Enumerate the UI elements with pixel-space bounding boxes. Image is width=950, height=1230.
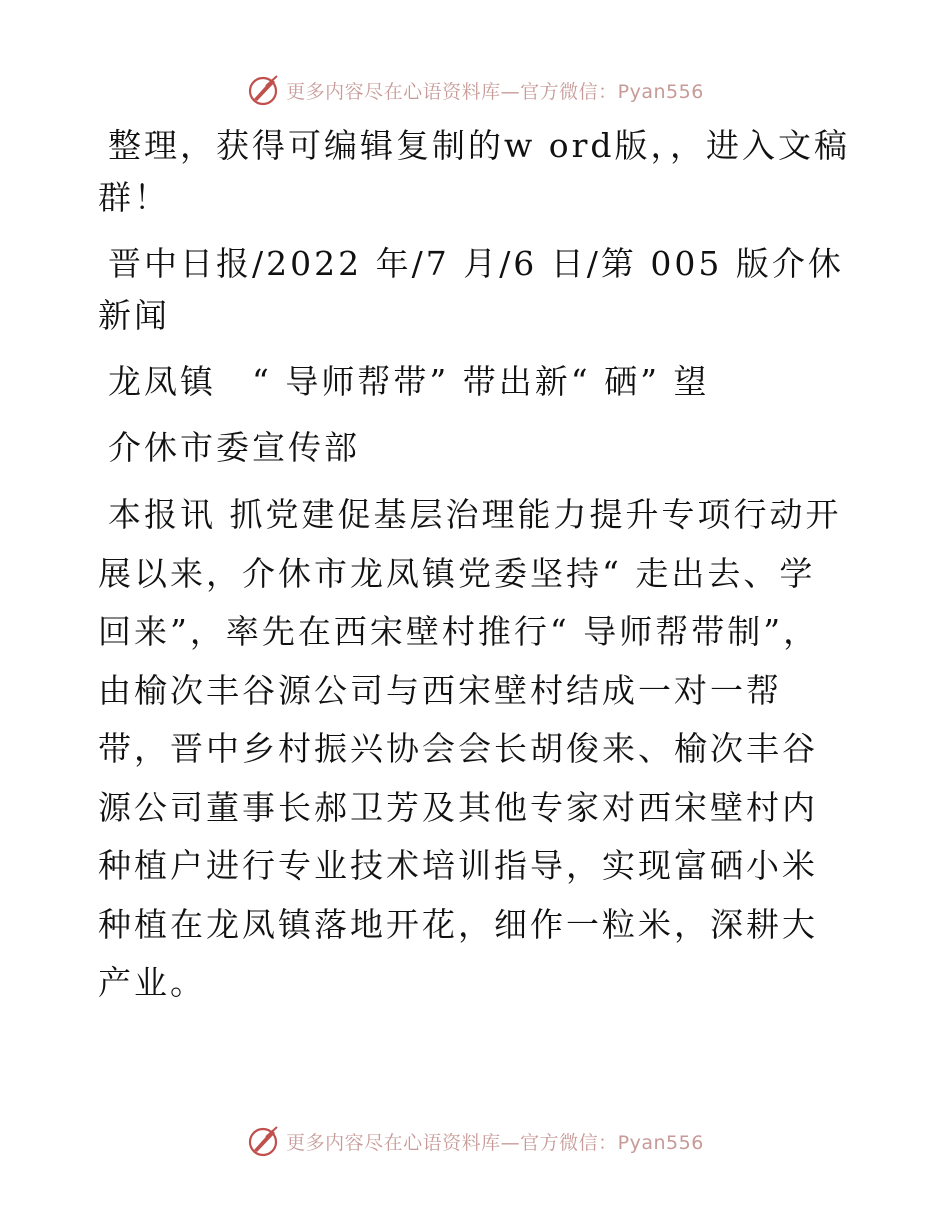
intro-note: 整理，获得可编辑复制的w ord版，，进入文稿群！: [98, 126, 851, 217]
document-body: [98, 120, 850, 1013]
header-watermark: [0, 68, 950, 112]
source-line: 晋中日报/2022 年/7 月/6 日/第 005 版介休新闻: [98, 244, 844, 335]
article-headline: 龙凤镇 “ 导师帮带” 带出新“ 硒” 望: [108, 362, 710, 401]
footer-watermark: [0, 1119, 950, 1163]
article-body: 本报讯 抓党建促基层治理能力提升专项行动开展以来，介休市龙凤镇党委坚持“ 走出去、学回来”，率先在西宋壁村推行“ 导师帮带制”，由榆次丰谷源公司与西宋壁村结成一对一帮带，晋中乡村振兴协会会长胡俊来、榆次丰谷源公司董事长郝卫芳及其他专家对西宋壁村内种植户进行专业技术培训指导，实现富硒小米种植在龙凤镇落地开花，细作一粒米，深耕大产业。: [98, 495, 842, 1002]
watermark-text: 更多内容尽在心语资料库—官方微信：Pyan556: [286, 1131, 704, 1154]
quill-pen-circle-icon: [246, 1123, 282, 1159]
watermark-text: 更多内容尽在心语资料库—官方微信：Pyan556: [286, 80, 704, 103]
article-author: 介休市委宣传部: [108, 428, 360, 467]
quill-pen-circle-icon: [246, 72, 282, 108]
